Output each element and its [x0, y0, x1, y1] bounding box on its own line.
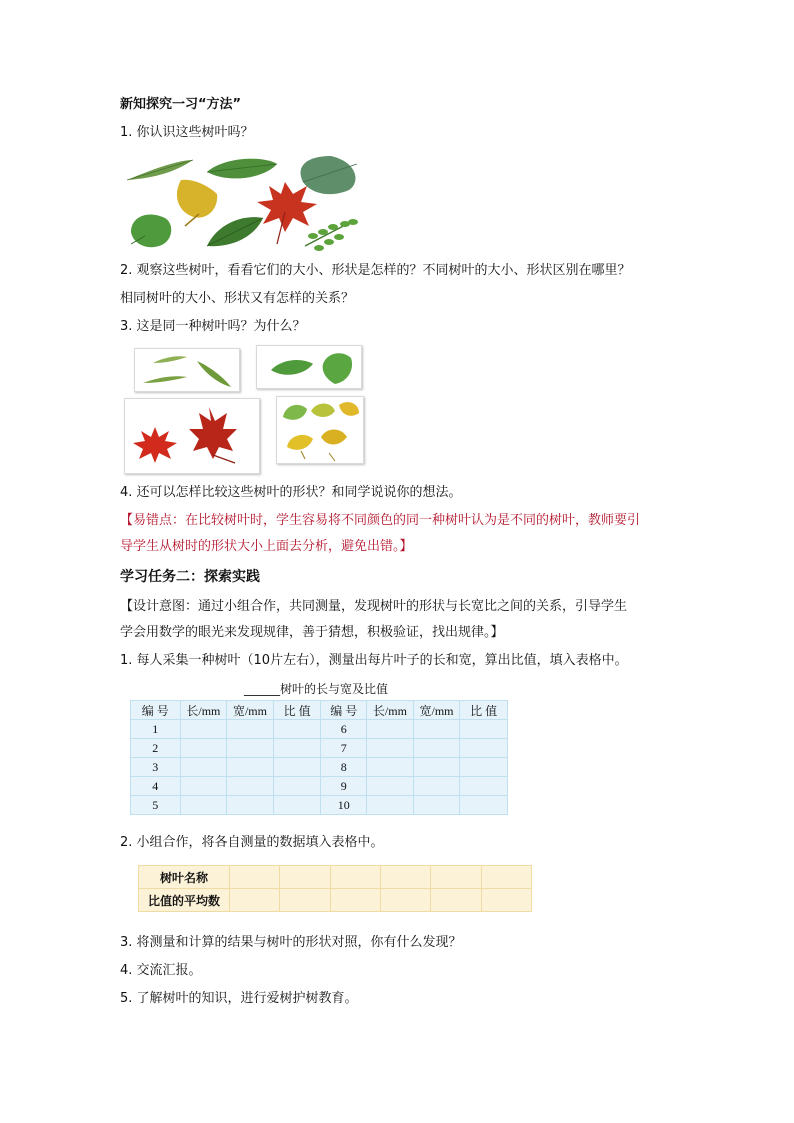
- length-cell[interactable]: [367, 739, 414, 758]
- row-number: 7: [321, 739, 367, 758]
- maple-leaf-icon: [257, 182, 317, 244]
- length-cell[interactable]: [367, 777, 414, 796]
- table-row: [139, 889, 532, 912]
- ratio-cell[interactable]: [460, 777, 508, 796]
- length-cell[interactable]: [180, 758, 227, 777]
- broad-leaf-icon: [207, 159, 277, 179]
- question-2-line2: 相同树叶的大小、形状又有怎样的关系？: [120, 291, 355, 306]
- average-cell[interactable]: [330, 889, 380, 912]
- ratio-cell[interactable]: [460, 720, 508, 739]
- width-cell[interactable]: [227, 777, 274, 796]
- question-3: 3. 这是同一种树叶吗？为什么？: [120, 319, 306, 334]
- table-row: [131, 720, 508, 739]
- leaf-name-cell[interactable]: [330, 866, 380, 889]
- row-number: 8: [321, 758, 367, 777]
- table-header-row: [131, 701, 508, 720]
- ratio-cell[interactable]: [460, 739, 508, 758]
- ratio-cell[interactable]: [460, 758, 508, 777]
- red-maple-leaves-photo: [124, 398, 260, 474]
- error-note-line2: 导学生从树时的形状大小上面去分析，避免出错。】: [120, 539, 413, 554]
- length-cell[interactable]: [367, 720, 414, 739]
- willow-leaf-icon: [127, 160, 193, 180]
- willow-leaves-photo: [134, 348, 240, 392]
- table-row: [131, 758, 508, 777]
- width-cell[interactable]: [227, 739, 274, 758]
- header-cell: 比 值: [460, 701, 508, 720]
- width-cell[interactable]: [413, 720, 460, 739]
- ratio-cell[interactable]: [273, 796, 321, 815]
- ratio-cell[interactable]: [273, 758, 321, 777]
- question-4: 4. 还可以怎样比较这些树叶的形状？和同学说说你的想法。: [120, 485, 462, 500]
- oval-leaf-icon: [207, 217, 263, 246]
- step-3: 3. 将测量和计算的结果与树叶的形状对照，你有什么发现？: [120, 935, 462, 950]
- table1-caption: ______树叶的长与宽及比值: [244, 682, 389, 696]
- poplar-leaf-icon: [301, 156, 357, 194]
- step-1: 1. 每人采集一种树叶（10片左右），测量出每片叶子的长和宽，算出比值，填入表格中。: [120, 653, 628, 668]
- width-cell[interactable]: [227, 796, 274, 815]
- length-cell[interactable]: [180, 777, 227, 796]
- leaf-name-cell[interactable]: [230, 866, 280, 889]
- leaf-name-label: 树叶名称: [139, 866, 230, 889]
- step-2: 2. 小组合作，将各自测量的数据填入表格中。: [120, 835, 384, 850]
- average-cell[interactable]: [230, 889, 280, 912]
- width-cell[interactable]: [413, 758, 460, 777]
- header-cell: 长/mm: [180, 701, 227, 720]
- header-cell: 长/mm: [367, 701, 414, 720]
- width-cell[interactable]: [227, 720, 274, 739]
- ginkgo-leaf-icon: [177, 180, 217, 226]
- ratio-cell[interactable]: [273, 720, 321, 739]
- average-cell[interactable]: [481, 889, 531, 912]
- ratio-cell[interactable]: [273, 739, 321, 758]
- step-4: 4. 交流汇报。: [120, 963, 202, 978]
- group-average-table: [138, 865, 532, 912]
- leaf-name-cell[interactable]: [380, 866, 430, 889]
- header-cell: 宽/mm: [227, 701, 274, 720]
- leaf-measurement-table: [130, 700, 508, 815]
- green-leaves-photo: [256, 345, 362, 389]
- header-cell: 编 号: [321, 701, 367, 720]
- length-cell[interactable]: [367, 758, 414, 777]
- header-cell: 宽/mm: [413, 701, 460, 720]
- row-number: 2: [131, 739, 181, 758]
- width-cell[interactable]: [413, 796, 460, 815]
- table-row: [131, 777, 508, 796]
- question-1: 1. 你认识这些树叶吗？: [120, 125, 254, 140]
- header-cell: 比 值: [273, 701, 321, 720]
- leaves-illustration: [125, 152, 365, 252]
- average-cell[interactable]: [280, 889, 330, 912]
- length-cell[interactable]: [367, 796, 414, 815]
- leaf-name-cell[interactable]: [481, 866, 531, 889]
- error-note-line1: 【易错点：在比较树叶时，学生容易将不同颜色的同一种树叶认为是不同的树叶，教师要引: [120, 513, 641, 528]
- length-cell[interactable]: [180, 739, 227, 758]
- length-cell[interactable]: [180, 796, 227, 815]
- row-number: 9: [321, 777, 367, 796]
- leaf-name-cell[interactable]: [280, 866, 330, 889]
- ratio-cell[interactable]: [273, 777, 321, 796]
- round-leaf-icon: [131, 214, 171, 247]
- row-number: 10: [321, 796, 367, 815]
- average-cell[interactable]: [431, 889, 481, 912]
- header-cell: 编 号: [131, 701, 181, 720]
- step-5: 5. 了解树叶的知识，进行爱树护树教育。: [120, 991, 358, 1006]
- question-2-line1: 2. 观察这些树叶，看看它们的大小、形状是怎样的？不同树叶的大小、形状区别在哪里？: [120, 263, 631, 278]
- design-intent-line2: 学会用数学的眼光来发现规律，善于猜想，积极验证，找出规律。】: [120, 625, 504, 640]
- average-cell[interactable]: [380, 889, 430, 912]
- width-cell[interactable]: [413, 777, 460, 796]
- width-cell[interactable]: [413, 739, 460, 758]
- row-number: 3: [131, 758, 181, 777]
- ratio-cell[interactable]: [460, 796, 508, 815]
- table-row: [139, 866, 532, 889]
- row-number: 1: [131, 720, 181, 739]
- row-number: 5: [131, 796, 181, 815]
- section-heading-1: 新知探究一习“方法”: [120, 97, 242, 112]
- ginkgo-leaves-photo: [276, 396, 364, 464]
- length-cell[interactable]: [180, 720, 227, 739]
- table-row: [131, 796, 508, 815]
- row-number: 6: [321, 720, 367, 739]
- leaf-name-cell[interactable]: [431, 866, 481, 889]
- design-intent-line1: 【设计意图：通过小组合作，共同测量，发现树叶的形状与长宽比之间的关系，引导学生: [120, 599, 628, 614]
- ratio-average-label: 比值的平均数: [139, 889, 230, 912]
- section-heading-2: 学习任务二：探索实践: [120, 569, 260, 585]
- width-cell[interactable]: [227, 758, 274, 777]
- table-row: [131, 739, 508, 758]
- row-number: 4: [131, 777, 181, 796]
- compound-leaf-icon: [305, 219, 358, 251]
